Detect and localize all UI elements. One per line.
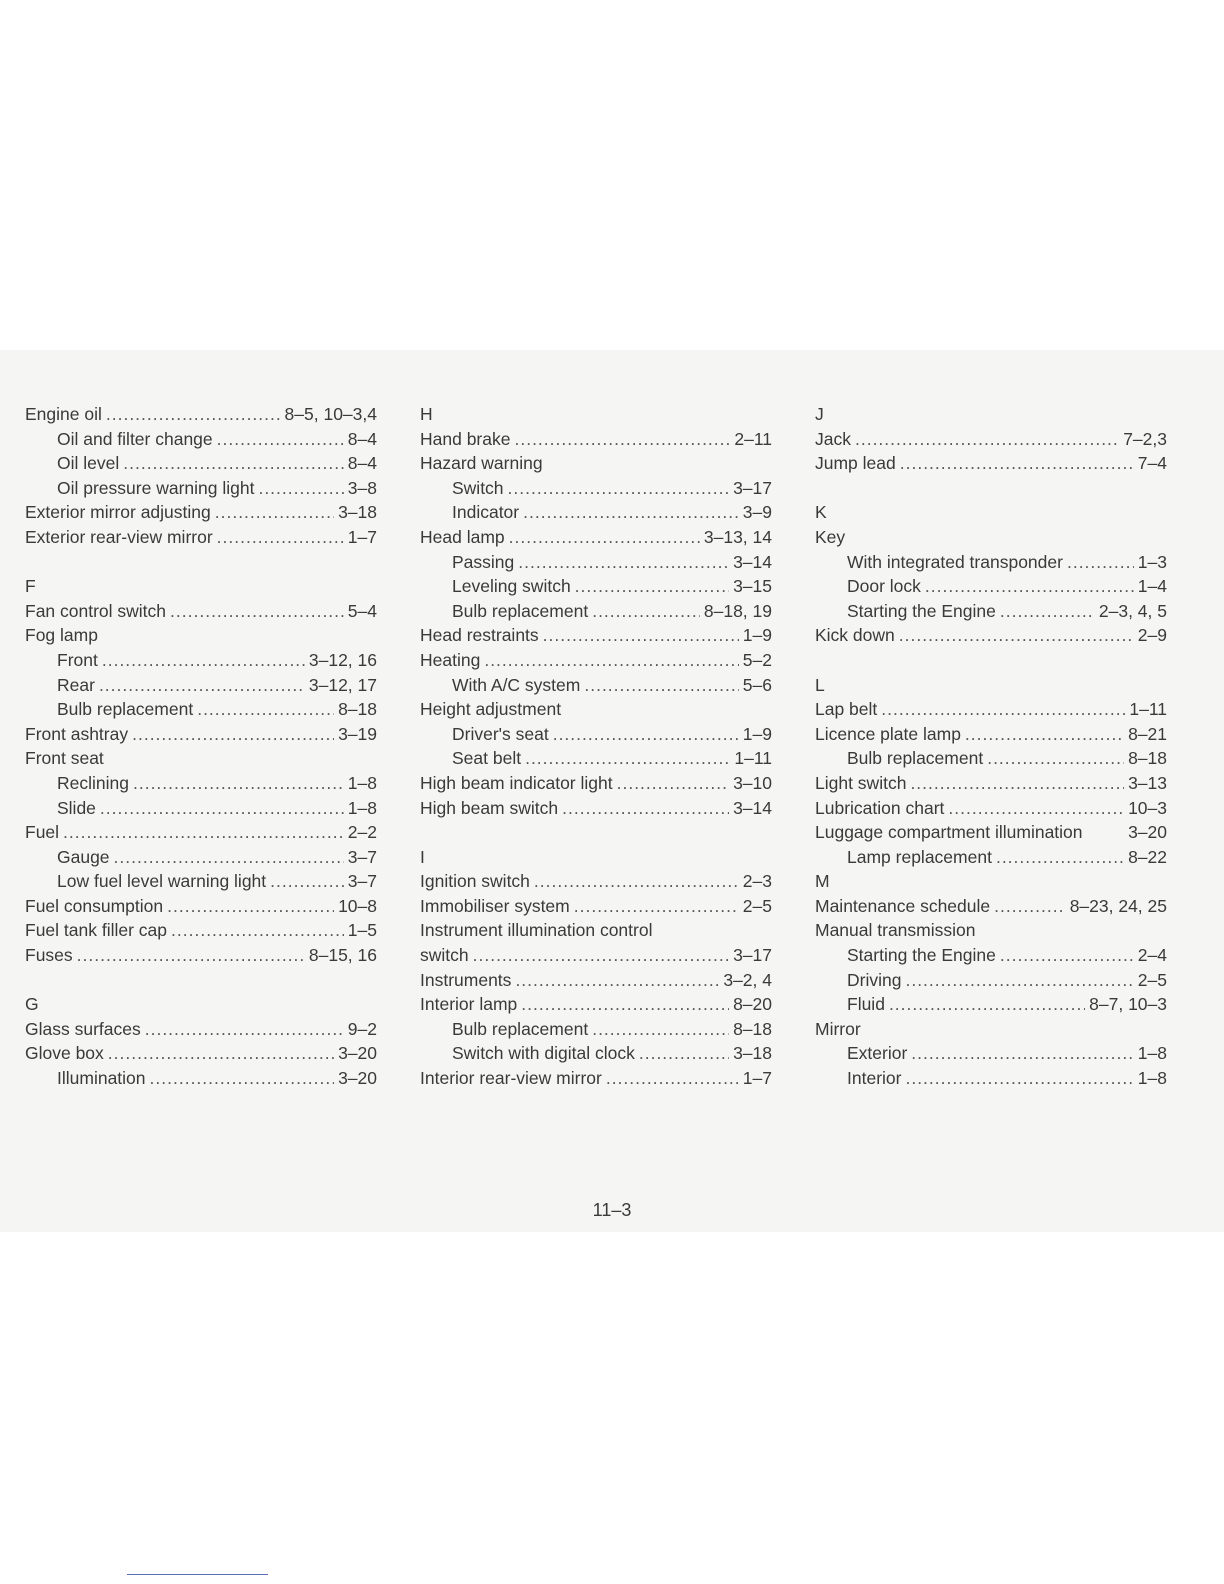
dot-leader (948, 796, 1124, 821)
index-term: Instruments (420, 969, 512, 990)
index-subentry (25, 1066, 377, 1091)
index-pages: 2–3 (742, 871, 772, 892)
index-entry (25, 1017, 377, 1042)
index-term: Interior lamp (420, 994, 518, 1015)
index-pages: 3–13 (1128, 772, 1167, 793)
dot-leader (217, 525, 344, 550)
index-entry (420, 796, 772, 821)
index-term: Instrument illumination control (420, 920, 653, 941)
dot-leader (102, 648, 305, 673)
section-letter (815, 500, 1167, 525)
index-pages: 3–20 (338, 1043, 377, 1064)
index-subentry (815, 968, 1167, 993)
index-term: Lubrication chart (815, 797, 945, 818)
index-term: Fan control switch (25, 600, 167, 621)
dot-leader (100, 796, 344, 821)
index-pages: 8–4 (347, 428, 377, 449)
index-entry (815, 722, 1167, 747)
dot-leader (171, 918, 344, 943)
dot-leader (900, 451, 1134, 476)
dot-leader (514, 427, 730, 452)
dot-leader (910, 771, 1124, 796)
index-pages: 1–3 (1137, 551, 1167, 572)
index-term: Engine oil (25, 404, 102, 424)
index-entry (815, 771, 1167, 796)
dot-leader (132, 722, 334, 747)
index-pages: 3–19 (338, 723, 377, 744)
dot-leader (574, 894, 739, 919)
index-pages: 3–7 (347, 871, 377, 892)
index-term: Interior (847, 1068, 902, 1089)
index-term: Light switch (815, 772, 907, 793)
index-entry (25, 820, 377, 845)
index-pages: 3–14 (733, 551, 772, 572)
section-letter-text: F (25, 576, 36, 597)
index-subentry (420, 1041, 772, 1066)
section-letter (420, 845, 772, 870)
index-pages: 3–17 (733, 945, 772, 966)
index-pages: 8–22 (1128, 846, 1167, 867)
index-pages: 3–2, 4 (723, 969, 772, 990)
spacer (25, 968, 377, 993)
index-entry (25, 943, 377, 968)
index-term: Glass surfaces (25, 1018, 141, 1039)
index-pages: 8–18 (733, 1018, 772, 1039)
index-entry (420, 992, 772, 1017)
dot-leader (617, 771, 729, 796)
index-term: Driver's seat (452, 723, 549, 744)
dot-leader (484, 648, 738, 673)
dot-leader (258, 476, 343, 501)
spacer (815, 476, 1167, 501)
index-term: Switch (452, 477, 504, 498)
index-subentry (25, 796, 377, 821)
dot-leader (515, 968, 719, 993)
index-pages: 3–13, 14 (703, 526, 772, 547)
index-term: Luggage compartment illumination (815, 822, 1083, 843)
index-term: Low fuel level warning light (57, 871, 267, 892)
index-term: Exterior rear-view mirror (25, 526, 213, 547)
page-number: 11–3 (592, 1200, 632, 1220)
index-pages: 3–15 (733, 576, 772, 597)
index-subentry (815, 943, 1167, 968)
index-entry (420, 697, 772, 722)
index-pages: 3–12, 17 (308, 674, 377, 695)
section-letter (25, 992, 377, 1017)
dot-leader (170, 599, 344, 624)
index-term: Mirror (815, 1018, 861, 1039)
dot-leader (1000, 599, 1095, 624)
index-term: Starting the Engine (847, 945, 996, 966)
section-letter-text: I (420, 846, 425, 867)
index-subentry (420, 574, 772, 599)
dot-leader (270, 869, 344, 894)
index-subentry (815, 845, 1167, 870)
index-term: Jump lead (815, 453, 896, 474)
index-subentry (420, 599, 772, 624)
index-subentry (815, 599, 1167, 624)
index-term: Glove box (25, 1043, 104, 1064)
dot-leader (525, 746, 730, 771)
index-pages: 1–11 (734, 748, 772, 769)
index-entry (25, 722, 377, 747)
index-pages: 3–9 (742, 502, 772, 523)
footer-rule (127, 1574, 268, 1575)
index-subentry (25, 476, 377, 501)
dot-leader (987, 746, 1124, 771)
index-term: Exterior mirror adjusting (25, 502, 211, 523)
spacer (815, 648, 1167, 673)
dot-leader (855, 427, 1119, 452)
index-entry (25, 623, 377, 648)
index-term: switch (420, 945, 469, 966)
dot-leader (518, 550, 729, 575)
dot-leader (905, 968, 1133, 993)
index-pages: 3–8 (347, 477, 377, 498)
index-term: Front ashtray (25, 723, 129, 744)
index-term: High beam indicator light (420, 772, 613, 793)
index-entry (815, 1017, 1167, 1042)
section-letter (815, 673, 1167, 698)
index-entry (420, 1066, 772, 1091)
dot-leader (534, 869, 739, 894)
dot-leader (592, 599, 700, 624)
index-entry (25, 894, 377, 919)
index-pages: 3–7 (347, 846, 377, 867)
section-letter-text: H (420, 404, 433, 424)
index-subentry (25, 673, 377, 698)
index-pages: 8–15, 16 (308, 945, 377, 966)
index-entry (815, 820, 1167, 845)
index-entry (420, 968, 772, 993)
index-pages: 10–3 (1128, 797, 1167, 818)
index-term: Leveling switch (452, 576, 571, 597)
index-column-1 (25, 402, 377, 1091)
dot-leader (167, 894, 334, 919)
index-pages: 8–18 (1128, 748, 1167, 769)
index-entry (420, 451, 772, 476)
section-letter-text: L (815, 674, 825, 695)
section-letter-text: M (815, 871, 830, 892)
section-letter-text: K (815, 502, 827, 523)
index-pages: 2–9 (1137, 625, 1167, 646)
index-term: Heating (420, 649, 481, 670)
dot-leader (197, 697, 334, 722)
dot-leader (592, 1017, 729, 1042)
index-pages: 3–17 (733, 477, 772, 498)
dot-leader (133, 771, 344, 796)
index-term: Bulb replacement (57, 699, 194, 720)
index-term: Slide (57, 797, 96, 818)
dot-leader (911, 1041, 1134, 1066)
index-entry (25, 599, 377, 624)
index-pages: 1–8 (347, 772, 377, 793)
index-entry (25, 1041, 377, 1066)
index-term: With integrated transponder (847, 551, 1063, 572)
index-pages: 8–18 (338, 699, 377, 720)
index-entry (815, 918, 1167, 943)
dot-leader (123, 451, 344, 476)
index-entry (25, 402, 377, 427)
index-pages: 8–18, 19 (703, 600, 772, 621)
dot-leader (881, 697, 1125, 722)
index-pages: 2–11 (734, 428, 772, 449)
index-term: Gauge (57, 846, 110, 867)
dot-leader (150, 1066, 335, 1091)
index-term: Bulb replacement (847, 748, 984, 769)
dot-leader (965, 722, 1124, 747)
dot-leader (63, 820, 344, 845)
index-subentry (25, 771, 377, 796)
index-term: Lap belt (815, 699, 878, 720)
dot-leader (553, 722, 739, 747)
index-term: Hazard warning (420, 453, 543, 474)
index-pages: 3–10 (733, 772, 772, 793)
index-entry (815, 623, 1167, 648)
index-pages: 2–3, 4, 5 (1098, 600, 1167, 621)
index-term: Passing (452, 551, 515, 572)
index-subentry (420, 1017, 772, 1042)
index-term: Interior rear-view mirror (420, 1068, 602, 1089)
index-term: High beam switch (420, 797, 559, 818)
index-term: Illumination (57, 1068, 146, 1089)
dot-leader (114, 845, 344, 870)
index-pages: 1–9 (742, 625, 772, 646)
index-entry (420, 918, 772, 943)
index-term: Ignition switch (420, 871, 530, 892)
index-subentry (420, 673, 772, 698)
index-subentry (25, 648, 377, 673)
index-term: Switch with digital clock (452, 1043, 635, 1064)
index-term: Reclining (57, 772, 129, 793)
index-term: Oil and filter change (57, 428, 213, 449)
index-pages: 5–4 (347, 600, 377, 621)
index-subentry (25, 869, 377, 894)
index-pages: 2–5 (1137, 969, 1167, 990)
index-entry (420, 894, 772, 919)
index-subentry (815, 992, 1167, 1017)
index-term: Key (815, 526, 846, 547)
index-subentry (815, 1041, 1167, 1066)
index-subentry (25, 697, 377, 722)
index-term: Head lamp (420, 526, 505, 547)
index-pages: 8–4 (347, 453, 377, 474)
index-term: Oil pressure warning light (57, 477, 255, 498)
index-pages: 8–5, 10–3,4 (284, 404, 377, 424)
index-pages: 1–7 (742, 1068, 772, 1089)
index-pages: 3–20 (1128, 822, 1167, 843)
dot-leader (108, 1041, 334, 1066)
index-subentry (420, 500, 772, 525)
index-pages: 1–7 (347, 526, 377, 547)
index-term: Bulb replacement (452, 600, 589, 621)
index-pages: 10–8 (338, 895, 377, 916)
index-term: Immobiliser system (420, 895, 570, 916)
dot-leader (639, 1041, 729, 1066)
index-term: Hand brake (420, 428, 511, 449)
spacer (25, 550, 377, 575)
dot-leader (77, 943, 305, 968)
dot-leader (1067, 550, 1134, 575)
section-letter (420, 402, 772, 427)
dot-leader (1000, 943, 1134, 968)
index-term: Licence plate lamp (815, 723, 961, 744)
index-term: Fog lamp (25, 625, 98, 646)
dot-leader (905, 1066, 1133, 1091)
index-pages: 7–4 (1137, 453, 1167, 474)
index-term: Front seat (25, 748, 104, 769)
index-subentry (815, 574, 1167, 599)
index-term: Oil level (57, 453, 120, 474)
index-pages: 3–18 (338, 502, 377, 523)
index-pages: 7–2,3 (1123, 428, 1167, 449)
dot-leader (508, 476, 730, 501)
dot-leader (523, 500, 739, 525)
index-entry (815, 894, 1167, 919)
index-pages: 2–4 (1137, 945, 1167, 966)
dot-leader (215, 500, 334, 525)
index-entry (420, 869, 772, 894)
dot-leader (606, 1066, 739, 1091)
index-pages: 8–20 (733, 994, 772, 1015)
index-subentry (420, 476, 772, 501)
index-term: Indicator (452, 502, 520, 523)
index-pages: 5–2 (742, 649, 772, 670)
dot-leader (145, 1017, 344, 1042)
index-pages: 8–21 (1128, 723, 1167, 744)
index-term: Fuel consumption (25, 895, 164, 916)
index-entry (420, 525, 772, 550)
index-entry (25, 918, 377, 943)
section-letter (25, 574, 377, 599)
index-term: Manual transmission (815, 920, 976, 941)
index-pages: 2–2 (347, 822, 377, 843)
dot-leader (889, 992, 1085, 1017)
index-entry (25, 746, 377, 771)
index-pages: 5–6 (742, 674, 772, 695)
spacer (420, 820, 772, 845)
index-pages: 8–7, 10–3 (1089, 994, 1167, 1015)
index-subentry (815, 1066, 1167, 1091)
dot-leader (584, 673, 738, 698)
index-term: Starting the Engine (847, 600, 996, 621)
index-term: Head restraints (420, 625, 539, 646)
dot-leader (925, 574, 1134, 599)
index-term: Fuel (25, 822, 60, 843)
section-letter-text: J (815, 404, 824, 424)
index-term: Fluid (847, 994, 885, 1015)
index-entry (25, 525, 377, 550)
index-term: Door lock (847, 576, 921, 597)
index-pages: 3–20 (338, 1068, 377, 1089)
index-pages: 1–8 (1137, 1068, 1167, 1089)
index-term: With A/C system (452, 674, 581, 695)
dot-leader (217, 427, 344, 452)
dot-leader (562, 796, 729, 821)
index-subentry (25, 845, 377, 870)
index-subentry (420, 550, 772, 575)
dot-leader (106, 402, 281, 427)
index-entry (815, 796, 1167, 821)
index-term: Maintenance schedule (815, 895, 991, 916)
index-entry (420, 648, 772, 673)
dot-leader (899, 623, 1134, 648)
index-pages: 1–11 (1129, 699, 1167, 720)
dot-leader (994, 894, 1066, 919)
index-pages: 1–8 (347, 797, 377, 818)
index-term: Exterior (847, 1043, 908, 1064)
dot-leader (996, 845, 1124, 870)
index-term: Rear (57, 674, 95, 695)
index-entry (815, 427, 1167, 452)
index-pages: 1–9 (742, 723, 772, 744)
index-subentry (420, 746, 772, 771)
index-subentry (25, 427, 377, 452)
index-subentry (815, 746, 1167, 771)
index-subentry (420, 722, 772, 747)
index-term: Seat belt (452, 748, 522, 769)
index-term: Kick down (815, 625, 895, 646)
index-pages: 1–5 (347, 920, 377, 941)
index-pages: 3–18 (733, 1043, 772, 1064)
index-subentry (815, 550, 1167, 575)
index-term: Jack (815, 428, 851, 449)
index-pages: 2–5 (742, 895, 772, 916)
index-column-2 (420, 402, 772, 1091)
dot-leader (521, 992, 729, 1017)
index-entry (420, 943, 772, 968)
index-subentry (25, 451, 377, 476)
index-entry (420, 427, 772, 452)
index-term: Bulb replacement (452, 1018, 589, 1039)
dot-leader (509, 525, 700, 550)
section-letter-text: G (25, 994, 39, 1015)
index-term: Fuses (25, 945, 73, 966)
dot-leader (575, 574, 729, 599)
section-letter (815, 402, 1167, 427)
dot-leader (99, 673, 305, 698)
index-pages: 1–4 (1137, 576, 1167, 597)
index-entry (815, 525, 1167, 550)
index-entry (815, 451, 1167, 476)
section-letter (815, 869, 1167, 894)
index-column-3 (815, 402, 1167, 1091)
index-entry (815, 697, 1167, 722)
index-term: Fuel tank filler cap (25, 920, 168, 941)
dot-leader (473, 943, 729, 968)
index-pages: 9–2 (347, 1018, 377, 1039)
index-term: Front (57, 649, 98, 670)
index-term: Height adjustment (420, 699, 562, 720)
index-term: Lamp replacement (847, 846, 992, 867)
index-term: Driving (847, 969, 902, 990)
index-pages: 3–12, 16 (308, 649, 377, 670)
index-pages: 8–23, 24, 25 (1069, 895, 1167, 916)
index-entry (420, 623, 772, 648)
index-entry (420, 771, 772, 796)
index-pages: 3–14 (733, 797, 772, 818)
index-entry (25, 500, 377, 525)
dot-leader (543, 623, 739, 648)
index-pages: 1–8 (1137, 1043, 1167, 1064)
